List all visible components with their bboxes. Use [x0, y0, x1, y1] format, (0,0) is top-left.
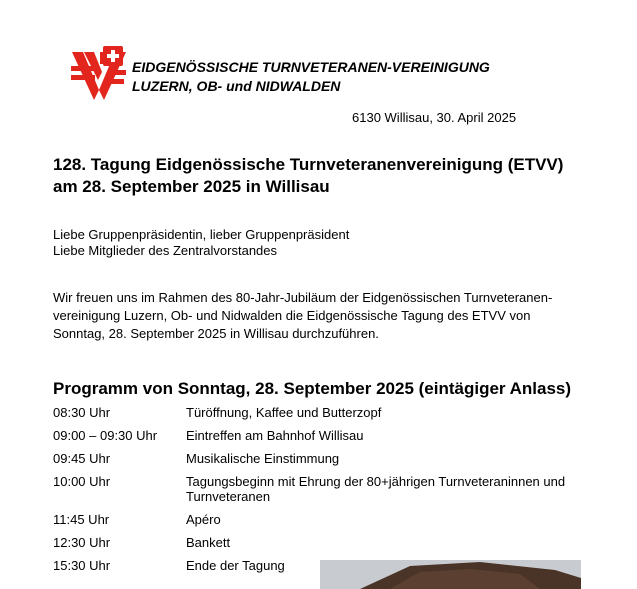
title-line-1: 128. Tagung Eidgenössische Turnveteranenvereinigung (ETVV)	[53, 155, 564, 174]
programme-time: 15:30 Uhr	[53, 558, 111, 573]
venue-photo	[320, 560, 581, 589]
org-line-1: EIDGENÖSSISCHE TURNVETERANEN-VEREINIGUNG	[132, 59, 490, 75]
logo-letters: ETVV	[74, 94, 88, 100]
programme-time: 08:30 Uhr	[53, 405, 111, 420]
etvv-logo	[70, 44, 128, 102]
org-line-2: LUZERN, OB- und NIDWALDEN	[132, 78, 341, 94]
greeting	[53, 227, 349, 259]
programme-desc: Bankett	[186, 535, 231, 550]
programme-time: 09:00 – 09:30 Uhr	[53, 428, 158, 443]
programme-row	[53, 449, 586, 472]
greeting-line-1: Liebe Gruppenpräsidentin, lieber Gruppenpräsident	[53, 227, 350, 242]
programme-desc: Apéro	[186, 512, 221, 527]
programme-desc: Tagungsbeginn mit Ehrung der 80+jährigen Turnveteraninnen und Turnveteranen	[186, 474, 566, 504]
intro-paragraph: Wir freuen uns im Rahmen des 80-Jahr-Jubiläum der Eidgenössischen Turnveteranen-vereinigung Luzern, Ob- und Nidwalden die Eidgenössische Tagung des ETVV von Sonntag, 28. September 2025 in Willisau durchzuführen.	[53, 290, 553, 341]
programme-time: 11:45 Uhr	[53, 512, 110, 527]
letter-title	[53, 154, 563, 198]
dateline: 6130 Willisau, 30. April 2025	[352, 110, 517, 125]
programme-desc: Eintreffen am Bahnhof Willisau	[186, 428, 364, 443]
programme-row	[53, 533, 586, 556]
programme-time: 12:30 Uhr	[53, 535, 111, 550]
greeting-line-2: Liebe Mitglieder des Zentralvorstandes	[53, 243, 278, 258]
programme-desc: Musikalische Einstimmung	[186, 451, 340, 466]
organization-name	[132, 58, 490, 96]
programme-row	[53, 510, 586, 533]
programme-desc: Ende der Tagung	[186, 558, 285, 573]
programme-time: 09:45 Uhr	[53, 451, 111, 466]
programme-row	[53, 426, 586, 449]
programme-row	[53, 403, 586, 426]
programme-time: 10:00 Uhr	[53, 474, 111, 489]
programme-desc: Türöffnung, Kaffee und Butterzopf	[186, 405, 382, 420]
programme-heading: Programm von Sonntag, 28. September 2025 (eintägiger Anlass)	[53, 379, 572, 398]
programme-row	[53, 472, 586, 510]
title-line-2: am 28. September 2025 in Willisau	[53, 177, 330, 196]
programme-table	[53, 403, 586, 579]
